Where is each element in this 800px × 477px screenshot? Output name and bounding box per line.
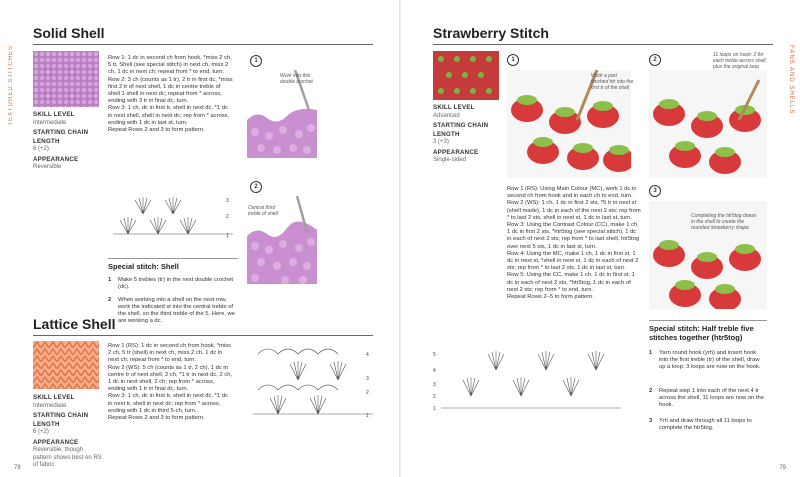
special-step-2: 2 When working into a shell on the next row, work the indicated st into the central treble of the shell, so the third treble of the 5. Here, we are working a dc. (108, 297, 235, 324)
strawberry-swatch (433, 51, 499, 100)
strawberry-chart (431, 340, 631, 415)
step-badge-2: 2 (250, 181, 262, 193)
section-side-label-right: FANS AND SHELLS (788, 45, 794, 115)
chain-value-2: 6 (+2) (33, 429, 49, 435)
caption-central-treble: Central third treble of shell (248, 205, 278, 217)
strawberry-row-2: Row 2 (WS): 1 ch, 1 dc in first 2 sts, *5 tr in next st (shell made), 1 dc in each of the next 2 sts; rep from * to last 2 sts, shell in next st, 1 dc in last st, turn. (507, 200, 641, 221)
lattice-row-1: Row 1 (RS): 1 dc in second ch from hook, *miss 2 ch, 5 tr (shell) in next ch, miss 2 ch, 1 dc in next ch; repeat from * to end, turn. (108, 343, 232, 364)
special-rule-2 (649, 320, 767, 321)
appearance-value-2: Reversible, though pattern shows best on RS of fabric (33, 447, 102, 468)
strawberry-row-3: Row 3: Using the Contrast Colour (CC), make 1 ch, 1 dc in first 2 sts, *htr5tog (see special stitch), 1 dc in each of next 2 sts; rep from * to last shell, htr5tog over next 5 sts, 1 dc in last st, turn. (507, 222, 640, 250)
svg-text:3: 3 (226, 198, 229, 204)
appearance-value: Reversible (33, 164, 62, 170)
caption-work-into-dc: Work into this double crochet (280, 73, 313, 85)
strawberry-step-3: 3 Yrh and draw through all 11 loops to complete the htr5tog. (649, 418, 752, 431)
solid-shell-title: Solid Shell (33, 25, 105, 41)
row-3: Row 3: 1 ch, dc in first tr, shell in next dc, *1 dc in next shell, shell in next dc; rep from * across, ending with 1 dc in last st, turn. (108, 105, 230, 126)
strawberry-step-2: 2 Repeat step 1 into each of the next 4 tr across the shell, 11 loops are now on the hook. (649, 388, 764, 408)
lattice-shell-meta (33, 394, 103, 472)
right-page (401, 0, 800, 477)
svg-text:2: 2 (433, 394, 436, 400)
solid-shell-instructions (108, 55, 233, 134)
solid-shell-meta (33, 111, 99, 174)
chain-value-3: 3 (+3) (433, 139, 449, 145)
solid-shell-chart (108, 190, 238, 240)
caption-completing-htr5tog: Completing the htr5tog draws in the shell to create the rounded strawberry shape (691, 213, 757, 231)
svg-text:1: 1 (226, 233, 229, 239)
chain-label-3: STARTING CHAIN LENGTH (433, 122, 489, 138)
page-number-left: 78 (14, 465, 21, 471)
lattice-shell-chart (248, 340, 378, 420)
svg-text:2: 2 (226, 214, 229, 220)
chain-label: STARTING CHAIN LENGTH (33, 129, 89, 145)
step-badge-s2: 2 (649, 54, 661, 66)
step-badge-s3: 3 (649, 185, 661, 197)
svg-text:1: 1 (366, 413, 369, 419)
skill-value: Intermediate (33, 119, 67, 126)
step-badge-1: 1 (250, 55, 262, 67)
svg-text:4: 4 (366, 352, 369, 358)
step-badge-s1: 1 (507, 54, 519, 66)
special-rule (108, 258, 238, 259)
svg-text:1: 1 (433, 406, 436, 412)
title-rule (33, 44, 373, 45)
appearance-label-2: APPEARANCE (33, 438, 79, 446)
title-rule-3 (433, 44, 773, 45)
svg-text:3: 3 (433, 382, 436, 388)
lattice-row-2: Row 2 (WS): 5 ch (counts as 1 tr, 2 ch), 1 dc in centre tr of next shell, 2 ch, *1 tr in next dc, 2 ch, 1 dc in next shell, 2 ch; rep from * across, ending with 1 tr in final dc, turn. (108, 364, 233, 393)
appearance-label: APPEARANCE (33, 155, 79, 163)
svg-text:4: 4 (433, 368, 436, 374)
strawberry-row-5: Row 5: Using the CC, make 1 ch, 1 dc in first st, 1 dc in each of next 2 sts, *htr5tog, 1 dc in each of next 2 sts; rep from * to end, turn. (507, 272, 635, 293)
special-stitch-title: Special stitch: Shell (108, 262, 179, 271)
strawberry-title: Strawberry Stitch (433, 25, 549, 41)
strawberry-row-1: Row 1 (RS): Using Main Colour (MC), work 1 dc in second ch from hook and in each ch to end, turn. (507, 186, 637, 200)
appearance-value-3: Single-sided (433, 157, 467, 163)
repeat-note: Repeat Rows 2 and 3 to form pattern. (108, 127, 205, 134)
title-rule-2 (33, 335, 373, 336)
skill-label-2: SKILL LEVEL (33, 394, 75, 401)
svg-text:5: 5 (433, 352, 436, 358)
skill-value-3: Advanced (433, 112, 460, 119)
caption-part-finished-htr: Work a part finished htr into the first tr of the shell (591, 73, 634, 91)
skill-label: SKILL LEVEL (33, 111, 75, 118)
row-2: Row 2: 3 ch (counts as 1 tr), 2 tr in first dc, *miss first 2 tr of next shell, 1 dc in centre treble of shell 1 shell in next dc; repeat from * across, ending with 3 tr in final dc, turn. (108, 76, 233, 105)
lattice-shell-title: Lattice Shell (33, 316, 116, 332)
caption-11-loops: 11 loops on hook: 2 for each treble across shell, plus the original loop (713, 52, 767, 70)
strawberry-repeat: Repeat Rows 2–5 to form pattern. (507, 294, 594, 301)
left-page (0, 0, 399, 477)
chain-value: 6 (+2) (33, 146, 49, 152)
page-number-right: 79 (779, 465, 786, 471)
strawberry-meta (433, 104, 499, 167)
solid-shell-swatch (33, 51, 99, 107)
strawberry-special-title: Special stitch: Half treble five stitches together (htr5tog) (649, 324, 754, 342)
skill-label-3: SKILL LEVEL (433, 104, 475, 111)
strawberry-row-4: Row 4: Using the MC, make 1 ch, 1 dc in first st, 1 dc in next st, *shell in next st, 1 dc in each of next 2 sts; rep from * to last 2 sts, 1 dc in last st, turn. (507, 250, 639, 272)
lattice-shell-instructions (108, 343, 233, 422)
svg-text:2: 2 (366, 390, 369, 396)
section-side-label: TEXTURED STITCHES (8, 45, 14, 126)
appearance-label-3: APPEARANCE (433, 148, 479, 156)
strawberry-instructions (507, 186, 641, 301)
skill-value-2: Intermediate (33, 402, 67, 409)
chain-label-2: STARTING CHAIN LENGTH (33, 412, 89, 428)
special-step-1: 1 Make 5 trebles (tr) in the next double crochet (dc). (108, 277, 234, 290)
strawberry-step-1: 1 Yarn round hook (yrh) and insert hook into the first treble (tr) of the shell, draw up a loop: 3 loops are now on the hook. (649, 350, 761, 370)
lattice-repeat: Repeat Rows 2 and 3 to form pattern. (108, 415, 205, 422)
lattice-shell-swatch (33, 341, 99, 389)
lattice-row-3: Row 3: 1 ch, dc in first tr, shell in next dc, *1 dc in next tr, shell in next dc; rep from * across, ending with 1 dc in third 5-ch, turn. (108, 393, 228, 414)
row-1: Row 1: 1 dc in second ch from hook, *miss 2 ch, 5 tr, Shell (see special stitch) in next ch, miss 2 ch, 1 dc in next ch; repeat from * to end, turn. (108, 55, 232, 76)
strawberry-photo-2 (649, 70, 767, 178)
svg-text:3: 3 (366, 376, 369, 382)
